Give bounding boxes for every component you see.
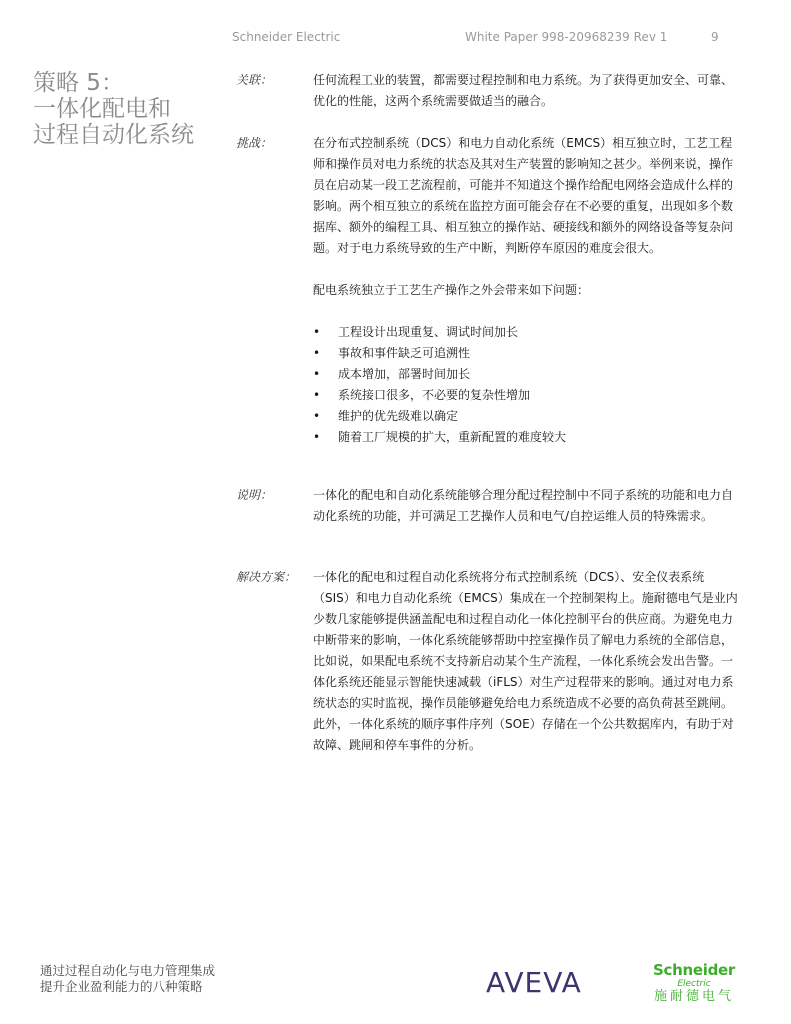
- section-challenge: [236, 133, 742, 448]
- se-logo-main: Schneider: [653, 961, 735, 979]
- bullet-icon: •: [313, 430, 321, 444]
- header-page-number: 9: [711, 30, 719, 44]
- list-item: • 事故和事件缺乏可追溯性: [313, 343, 738, 364]
- bullet-icon: •: [313, 346, 321, 360]
- header-document-id: White Paper 998-20968239 Rev 1: [465, 30, 668, 44]
- strategy-title: [33, 70, 223, 148]
- challenge-paragraph-1: 在分布式控制系统（DCS）和电力自动化系统（EMCS）相互独立时，工艺工程师和操作员对电力系统的状态及其对生产装置的影响知之甚少。举例来说，操作员在启动某一段工艺流程前，可能并不知道这个操作给配电网络会造成什么样的影响。两个相互独立的系统在监控方面可能会存在不必要的重复，出现如多个数据库、额外的编程工具、相互独立的操作站、硬接线和额外的网络设备等复杂问题。对于电力系统导致的生产中断，判断停车原因的难度会很大。: [313, 136, 734, 255]
- list-item: • 系统接口很多，不必要的复杂性增加: [313, 385, 738, 406]
- strategy-title-line2: 一体化配电和: [33, 96, 171, 122]
- footer-title-line1: 通过过程自动化与电力管理集成: [40, 963, 216, 978]
- aveva-logo: AVEVA: [486, 966, 582, 999]
- challenge-label: 挑战：: [236, 136, 273, 150]
- strategy-title-line3: 过程自动化系统: [33, 122, 194, 148]
- bullet-icon: •: [313, 409, 321, 423]
- list-item: • 成本增加，部署时间加长: [313, 364, 738, 385]
- se-logo-chinese: 施耐德电气: [653, 989, 734, 1004]
- solution-label: 解决方案：: [236, 570, 297, 584]
- list-item: • 随着工厂规模的扩大，重新配置的难度较大: [313, 427, 738, 448]
- list-item: • 维护的优先级难以确定: [313, 406, 738, 427]
- strategy-title-line1: 策略 5：: [33, 70, 124, 96]
- explanation-text: 一体化的配电和自动化系统能够合理分配过程控制中不同子系统的功能和电力自动化系统的功能，并可满足工艺操作人员和电气/自控运维人员的特殊需求。: [313, 488, 734, 523]
- challenge-paragraph-2: 配电系统独立于工艺生产操作之外会带来如下问题：: [313, 283, 590, 297]
- challenge-bullet-list: [313, 322, 738, 448]
- explanation-label: 说明：: [236, 488, 273, 502]
- section-explanation: [236, 485, 742, 527]
- solution-text: 一体化的配电和过程自动化系统将分布式控制系统（DCS）、安全仪表系统（SIS）和电力自动化系统（EMCS）集成在一个控制架构上。施耐德电气是业内少数几家能够提供涵盖配电和过程自动化一体化控制平台的供应商。为避免电力中断带来的影响，一体化系统能够帮助中控室操作员了解电力系统的全部信息，比如说，如果配电系统不支持新启动某个生产流程，一体化系统会发出告警。一体化系统还能显示智能快速减载（iFLS）对生产过程带来的影响。通过对电力系统状态的实时监视，操作员能够避免给电力系统造成不必要的高负荷甚至跳闸。此外，一体化系统的顺序事件序列（SOE）存储在一个公共数据库内，有助于对故障、跳闸和停车事件的分析。: [313, 570, 738, 752]
- se-logo-sub: Electric: [677, 979, 711, 989]
- schneider-electric-logo: [648, 962, 740, 1005]
- section-relevance: [236, 70, 742, 112]
- bullet-icon: •: [313, 388, 321, 402]
- relevance-label: 关联：: [236, 73, 273, 87]
- relevance-text: 任何流程工业的装置，都需要过程控制和电力系统。为了获得更加安全、可靠、优化的性能，这两个系统需要做适当的融合。: [313, 73, 734, 108]
- bullet-icon: •: [313, 367, 321, 381]
- header-company: Schneider Electric: [232, 30, 341, 44]
- footer-title-line2: 提升企业盈利能力的八种策略: [40, 979, 203, 994]
- list-item: • 工程设计出现重复、调试时间加长: [313, 322, 738, 343]
- bullet-icon: •: [313, 325, 321, 339]
- footer-document-title: [40, 963, 215, 995]
- section-solution: [236, 567, 742, 756]
